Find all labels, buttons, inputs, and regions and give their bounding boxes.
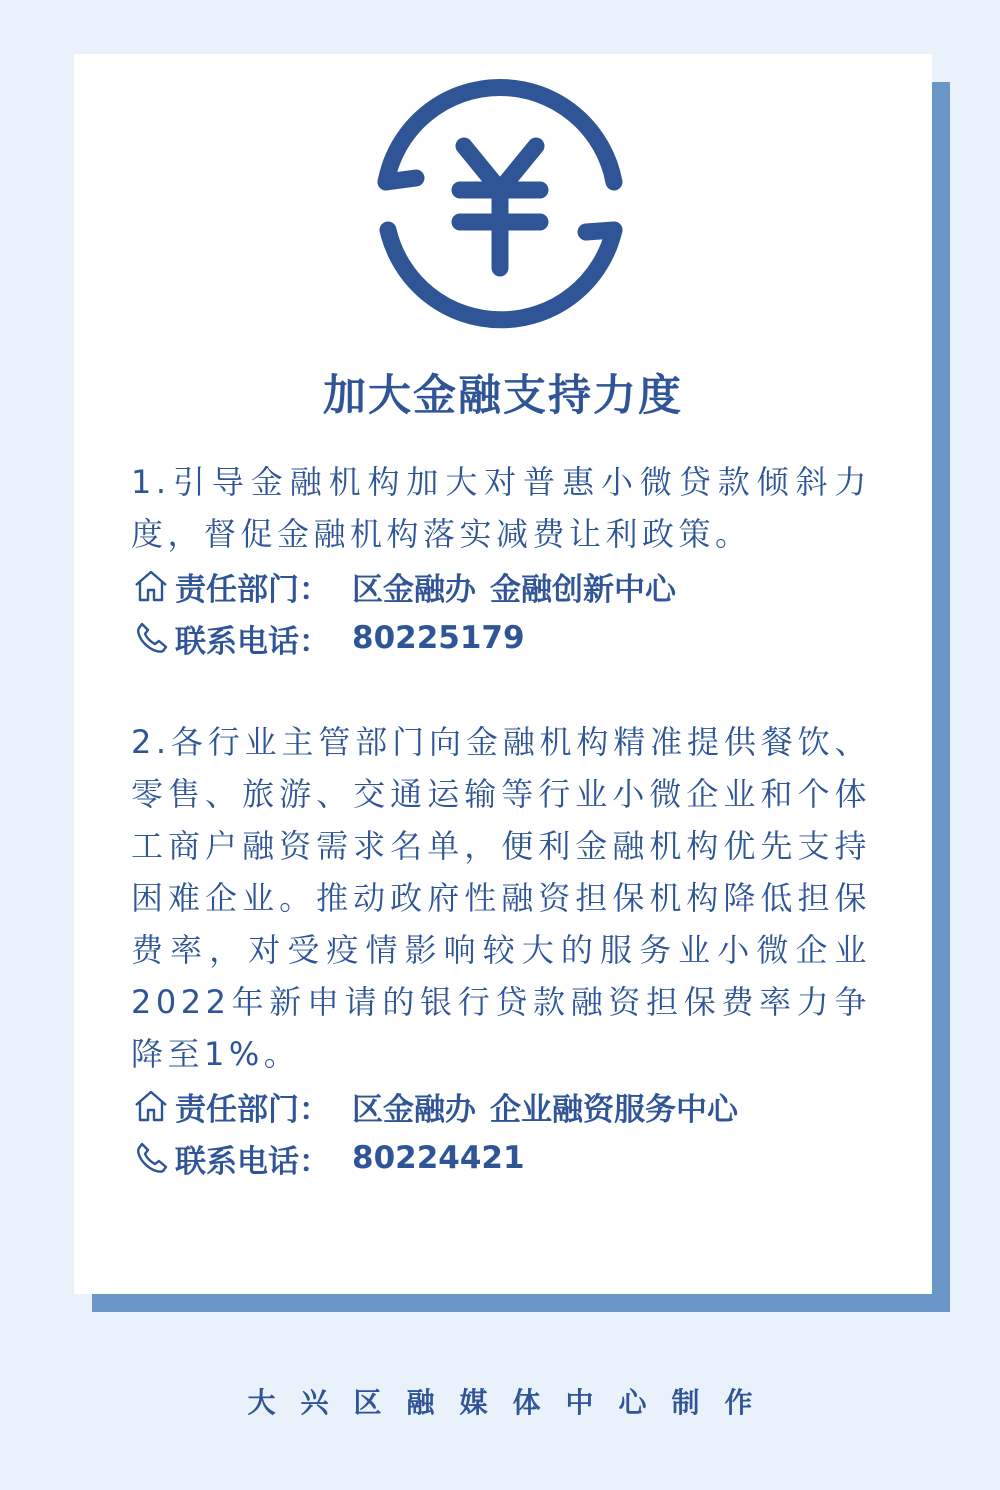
- phone-label: 联系电话: [175, 1143, 299, 1180]
- policy-section-2: [131, 716, 871, 1184]
- phone-number: 80224421: [352, 1140, 525, 1176]
- phone-label: 联系电话: [175, 623, 299, 660]
- section-text: 2.各行业主管部门向金融机构精准提供餐饮、零售、旅游、交通运输等行业小微企业和个体工商户融资需求名单，便利金融机构优先支持困难企业。推动政府性融资担保机构降低担保费率，对受疫情影响较大的服务业小微企业2022年新申请的银行贷款融资担保费率力争降至1%。: [131, 723, 871, 1073]
- phone-colon: ：: [299, 1143, 330, 1180]
- department-unit: 金融创新中心: [490, 571, 676, 608]
- department-value: 区金融办: [352, 571, 476, 608]
- department-colon: ：: [299, 1091, 330, 1128]
- section-text: 1.引导金融机构加大对普惠小微贷款倾斜力度，督促金融机构落实减费让利政策。: [131, 463, 871, 553]
- department-label: 责任部门: [175, 571, 299, 608]
- department-line: [131, 1080, 871, 1132]
- phone-icon: [131, 618, 171, 658]
- yen-cycle-icon: [372, 78, 628, 334]
- department-label: 责任部门: [175, 1091, 299, 1128]
- home-icon: [131, 1086, 171, 1126]
- phone-colon: ：: [299, 623, 330, 660]
- phone-number: 80225179: [352, 620, 525, 656]
- footer-credit: 大兴区融媒体中心制作: [247, 1386, 778, 1419]
- home-icon: [131, 566, 171, 606]
- page-title: 加大金融支持力度: [323, 371, 683, 421]
- department-colon: ：: [299, 571, 330, 608]
- department-unit: 企业融资服务中心: [490, 1091, 738, 1128]
- department-value: 区金融办: [352, 1091, 476, 1128]
- policy-section-1: [131, 456, 871, 664]
- phone-line: [131, 612, 871, 664]
- phone-line: [131, 1132, 871, 1184]
- department-line: [131, 560, 871, 612]
- phone-icon: [131, 1138, 171, 1178]
